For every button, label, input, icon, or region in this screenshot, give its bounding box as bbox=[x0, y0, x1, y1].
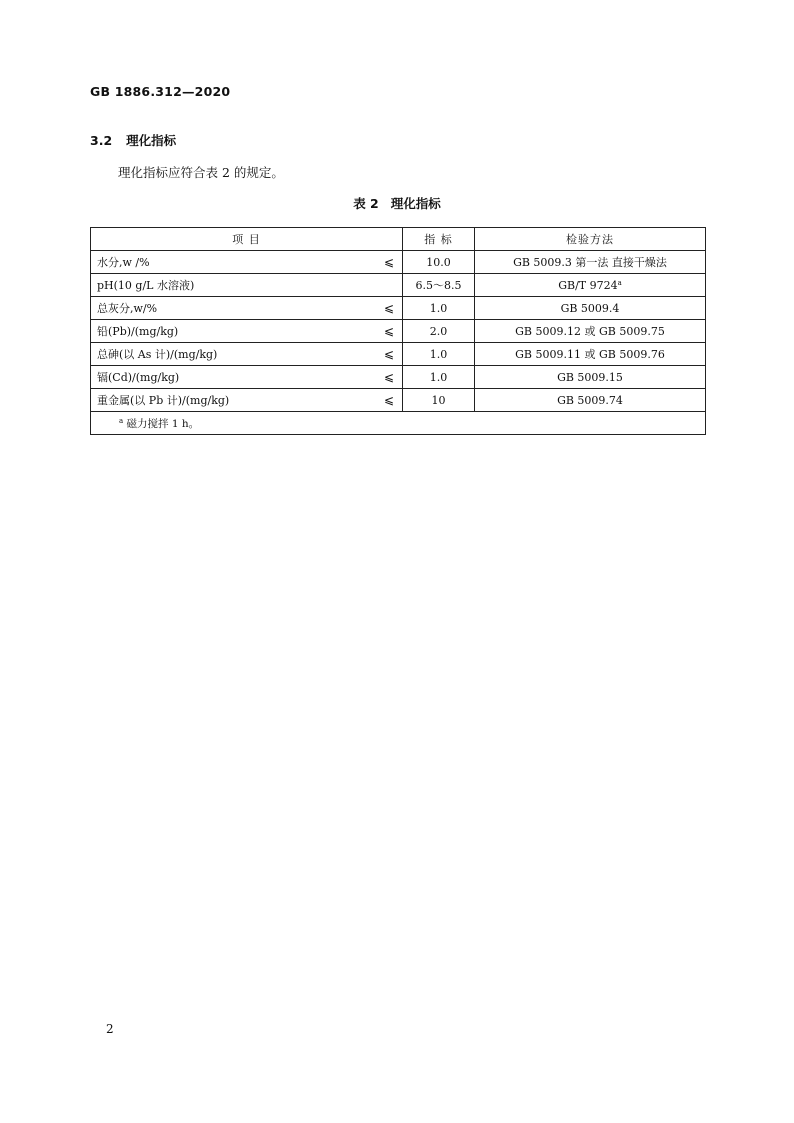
item-label: 总砷(以 As 计)/(mg/kg) bbox=[97, 348, 218, 361]
section-heading bbox=[90, 131, 176, 149]
requirement-paragraph: 理化指标应符合表 2 的规定。 bbox=[118, 165, 284, 180]
row-method: GB 5009.74 bbox=[475, 389, 706, 412]
row-method bbox=[475, 274, 706, 297]
table-row bbox=[91, 274, 706, 297]
row-item bbox=[91, 251, 403, 274]
table-row bbox=[91, 251, 706, 274]
row-value: 6.5～8.5 bbox=[403, 274, 475, 297]
column-header-value: 指 标 bbox=[403, 228, 475, 251]
row-item bbox=[91, 297, 403, 320]
table-row bbox=[91, 366, 706, 389]
item-label: 镉(Cd)/(mg/kg) bbox=[97, 371, 180, 384]
less-or-equal-symbol: ⩽ bbox=[383, 393, 394, 407]
method-text: GB/T 9724 bbox=[558, 278, 618, 292]
row-value: 10 bbox=[403, 389, 475, 412]
column-header-method: 检验方法 bbox=[475, 228, 706, 251]
row-item bbox=[91, 366, 403, 389]
item-label: 铅(Pb)/(mg/kg) bbox=[97, 325, 179, 338]
section-number: 3.2 bbox=[90, 133, 113, 148]
less-or-equal-symbol: ⩽ bbox=[383, 347, 394, 361]
row-value: 1.0 bbox=[403, 366, 475, 389]
row-method: GB 5009.12 或 GB 5009.75 bbox=[475, 320, 706, 343]
table-footnote bbox=[91, 412, 706, 435]
table-row bbox=[91, 389, 706, 412]
table-footnote-row bbox=[91, 412, 706, 435]
table-caption-title: 理化指标 bbox=[390, 196, 441, 211]
row-item bbox=[91, 320, 403, 343]
footnote-marker: a bbox=[617, 278, 622, 287]
section-title: 理化指标 bbox=[126, 133, 177, 148]
table-row bbox=[91, 297, 706, 320]
physicochemical-spec-table bbox=[90, 227, 706, 435]
item-label: pH(10 g/L 水溶液) bbox=[97, 279, 195, 292]
less-or-equal-symbol: ⩽ bbox=[383, 301, 394, 315]
row-value: 2.0 bbox=[403, 320, 475, 343]
row-method: GB 5009.3 第一法 直接干燥法 bbox=[475, 251, 706, 274]
table-header-row bbox=[91, 228, 706, 251]
footnote-marker: a bbox=[119, 416, 124, 425]
table-row bbox=[91, 320, 706, 343]
less-or-equal-symbol: ⩽ bbox=[383, 324, 394, 338]
standard-header: GB 1886.312—2020 bbox=[90, 84, 231, 99]
row-item bbox=[91, 274, 403, 297]
item-label: 总灰分,w/% bbox=[97, 302, 158, 315]
row-method: GB 5009.4 bbox=[475, 297, 706, 320]
item-label: 水分,w /% bbox=[97, 256, 150, 269]
table-caption-label: 表 2 bbox=[353, 196, 379, 211]
less-or-equal-symbol: ⩽ bbox=[383, 370, 394, 384]
row-value: 1.0 bbox=[403, 343, 475, 366]
row-value: 10.0 bbox=[403, 251, 475, 274]
row-method: GB 5009.11 或 GB 5009.76 bbox=[475, 343, 706, 366]
row-item bbox=[91, 389, 403, 412]
footnote-text: 磁力搅拌 1 h。 bbox=[126, 417, 200, 430]
item-label: 重金属(以 Pb 计)/(mg/kg) bbox=[97, 394, 230, 407]
row-method: GB 5009.15 bbox=[475, 366, 706, 389]
less-or-equal-symbol: ⩽ bbox=[383, 255, 394, 269]
page-number: 2 bbox=[106, 1022, 114, 1036]
row-value: 1.0 bbox=[403, 297, 475, 320]
column-header-item: 项 目 bbox=[91, 228, 403, 251]
table-row bbox=[91, 343, 706, 366]
table-caption bbox=[0, 194, 794, 212]
row-item bbox=[91, 343, 403, 366]
